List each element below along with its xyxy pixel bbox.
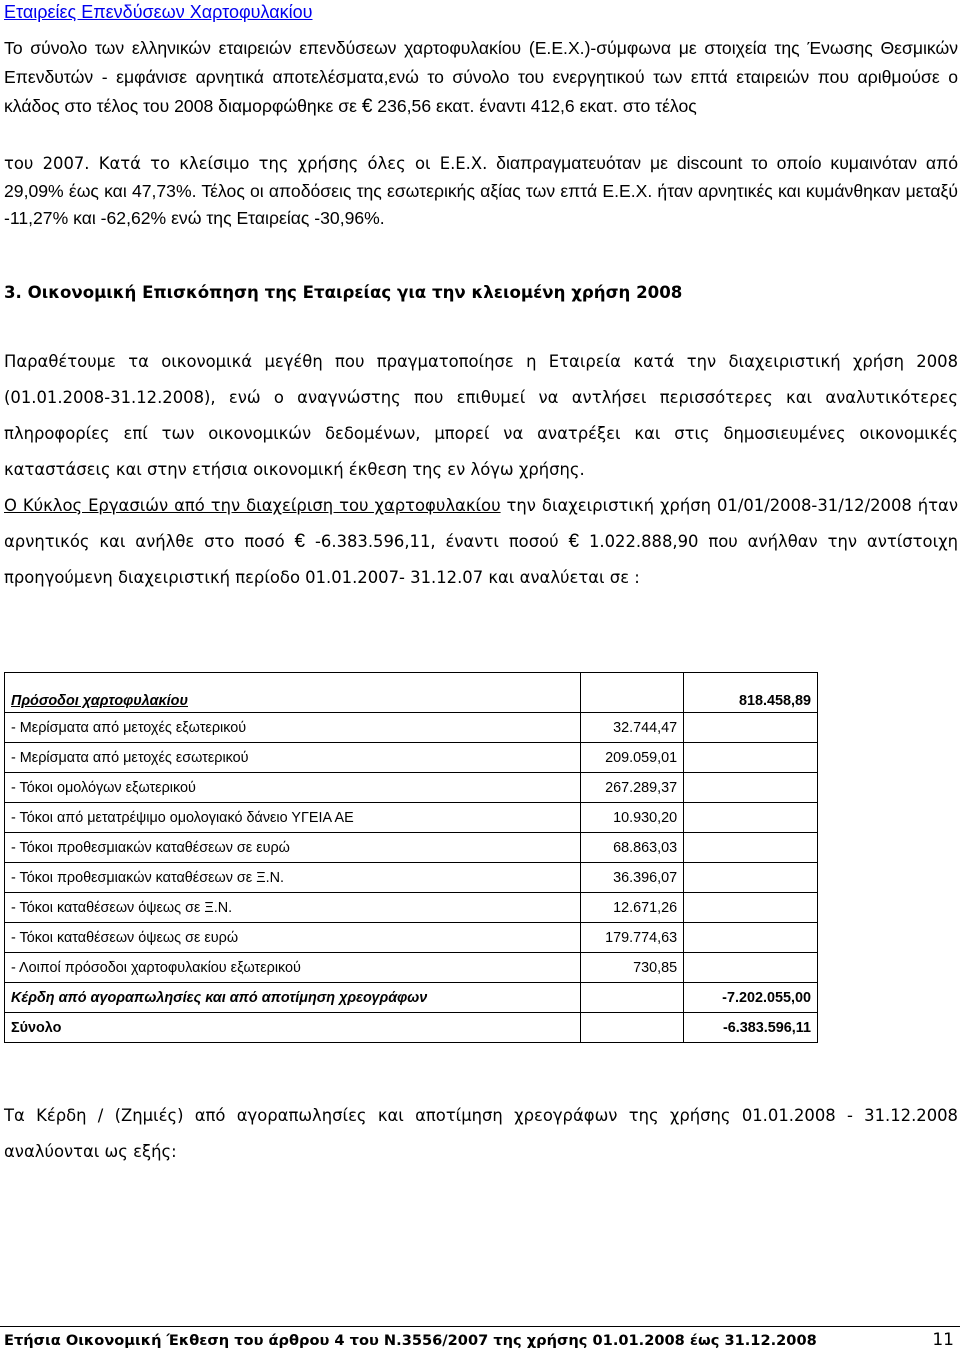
income-item-value: 10.930,20 [580, 803, 684, 833]
income-item-value: 179.774,63 [580, 923, 684, 953]
income-item-total [684, 893, 818, 923]
sum-mid [580, 1013, 684, 1043]
income-item-value: 32.744,47 [580, 713, 684, 743]
table-header-row [5, 673, 818, 713]
income-item-value: 267.289,37 [580, 773, 684, 803]
sum-label: Σύνολο [5, 1013, 581, 1043]
intro-text-2: 236,56 εκατ. έναντι 412,6 εκατ. στο τέλος [372, 96, 697, 116]
page-number: 11 [932, 1330, 954, 1350]
table-row [5, 713, 818, 743]
revenue-paragraph [4, 488, 958, 596]
income-item-label: - Μερίσματα από μετοχές εσωτερικού [5, 743, 581, 773]
income-item-label: - Τόκοι από μετατρέψιμο ομολογιακό δάνειο ΥΓΕΙΑ ΑΕ [5, 803, 581, 833]
income-item-value: 730,85 [580, 953, 684, 983]
euro-sign: € [361, 96, 373, 117]
euro-sign: € [568, 531, 580, 552]
intro-text-1: Το σύνολο των ελληνικών εταιρειών επενδύσεων χαρτοφυλακίου (Ε.Ε.Χ.)-σύμφωνα με στοιχεία της Ένωσης Θεσμικών Επενδυτών - εμφάνισε αρνητικά αποτελέσματα,ενώ το σύνολο του ενεργητικού των επτά εταιρειών που αριθμούσε ο κλάδος στο τέλος του 2008 διαμορφώθηκε σε [4, 38, 958, 116]
income-item-total [684, 803, 818, 833]
portfolio-income-table [4, 672, 818, 1043]
income-item-value: 68.863,03 [580, 833, 684, 863]
revenue-amount-1: -6.383.596,11, έναντι ποσού [305, 532, 569, 551]
income-header-mid [580, 673, 684, 713]
revenue-cycle-label: Ο Κύκλος Εργασιών από την διαχείριση του χαρτοφυλακίου [4, 496, 501, 515]
page-title-link[interactable]: Εταιρείες Επενδύσεων Χαρτοφυλακίου [4, 2, 313, 22]
intro-text-4: διαπραγματευόταν με discount το οποίο κυμαινόταν από 29,09% έως και 47,73%. Τέλος οι αποδόσεις της εσωτερικής αξίας των επτά Ε.Ε.Χ. ήταν αρνητικές και κυμάνθηκαν μεταξύ -11,27% και -62,62% ενώ της Εταιρείας -30,96%. [4, 153, 959, 228]
income-item-total [684, 773, 818, 803]
income-item-label: - Τόκοι καταθέσεων όψεως σε ευρώ [5, 923, 581, 953]
sum-total: -6.383.596,11 [684, 1013, 818, 1043]
income-item-value: 36.396,07 [580, 863, 684, 893]
income-item-total [684, 743, 818, 773]
intro-paragraph-continued [4, 150, 958, 233]
gains-total: -7.202.055,00 [684, 983, 818, 1013]
revenue-text-1: την διαχειριστική χρήση 01/01/2008-31/12/2008 ήταν αρνητικός και ανήλθε στο ποσό [4, 496, 958, 551]
table-row [5, 773, 818, 803]
closing-paragraph: Τα Κέρδη / (Ζημιές) από αγοραπωλησίες και αποτίμηση χρεογράφων της χρήσης 01.01.2008 - 31.12.2008 αναλύονται ως εξής: [4, 1106, 958, 1161]
sum-row [5, 1013, 818, 1043]
revenue-amount-2: 1.022.888,90 που ανήλθαν την αντίστοιχη προηγούμενη διαχειριστική περίοδο 01.01.2007- 31.12.07 και αναλύεται σε : [4, 532, 958, 587]
income-header-label: Πρόσοδοι χαρτοφυλακίου [5, 673, 581, 713]
income-item-label: - Λοιποί πρόσοδοι χαρτοφυλακίου εξωτερικού [5, 953, 581, 983]
euro-sign: € [294, 531, 306, 552]
income-item-total [684, 923, 818, 953]
income-item-total [684, 833, 818, 863]
table-row [5, 953, 818, 983]
section-heading: 3. Οικονομική Επισκόπηση της Εταιρείας για την κλειομένη χρήση 2008 [4, 283, 683, 302]
income-item-total [684, 863, 818, 893]
footer-text: Ετήσια Οικονομική Έκθεση του άρθρου 4 του Ν.3556/2007 της χρήσης 01.01.2008 έως 31.12.2008 [4, 1332, 817, 1349]
intro-paragraph [4, 34, 958, 121]
table-row [5, 863, 818, 893]
gains-mid [580, 983, 684, 1013]
table-row [5, 923, 818, 953]
income-item-total [684, 953, 818, 983]
footer-divider [0, 1326, 960, 1327]
income-item-total [684, 713, 818, 743]
income-header-total: 818.458,89 [684, 673, 818, 713]
table-row [5, 833, 818, 863]
income-item-label: - Τόκοι προθεσμιακών καταθέσεων σε Ξ.Ν. [5, 863, 581, 893]
income-item-value: 209.059,01 [580, 743, 684, 773]
intro-text-3: του 2007. Κατά το κλείσιμο της χρήσης όλες οι Ε.Ε.Χ. [4, 154, 488, 173]
gains-row [5, 983, 818, 1013]
income-item-label: - Μερίσματα από μετοχές εξωτερικού [5, 713, 581, 743]
table-row [5, 893, 818, 923]
section-paragraph: Παραθέτουμε τα οικονομικά μεγέθη που πραγματοποίησε η Εταιρεία κατά την διαχειριστική χρήση 2008 (01.01.2008-31.12.2008), ενώ ο αναγνώστης που επιθυμεί να αντλήσει περισσότερες και αναλυτικότερες πληροφορίες επί των οικονομικών δεδομένων, μπορεί να ανατρέξει και στις δημοσιευμένες οικονομικές καταστάσεις και στην ετήσια οικονομική έκθεση της εν λόγω χρήσης. [4, 352, 958, 479]
income-item-label: - Τόκοι ομολόγων εξωτερικού [5, 773, 581, 803]
income-item-label: - Τόκοι καταθέσεων όψεως σε Ξ.Ν. [5, 893, 581, 923]
table-row [5, 803, 818, 833]
income-item-value: 12.671,26 [580, 893, 684, 923]
gains-label: Κέρδη από αγοραπωλησίες και από αποτίμηση χρεογράφων [5, 983, 581, 1013]
income-item-label: - Τόκοι προθεσμιακών καταθέσεων σε ευρώ [5, 833, 581, 863]
table-row [5, 743, 818, 773]
